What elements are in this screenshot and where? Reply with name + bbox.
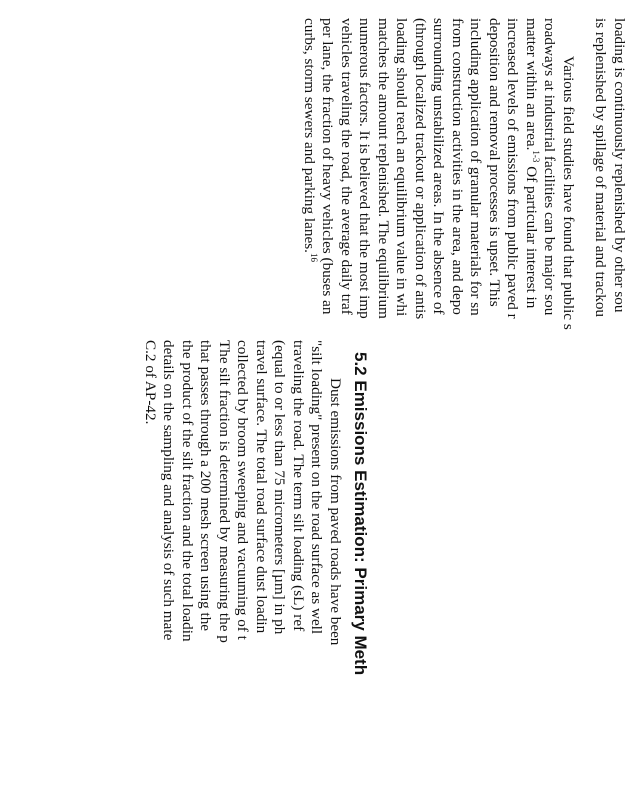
top-text-column — [300, 18, 628, 330]
text-line: (equal to or less than 75 micrometers [µm] in ph — [271, 340, 289, 635]
text-line: Various field studies have found that public s — [560, 56, 577, 330]
text-line: traveling the road. The term silt loading (sL) ref — [290, 340, 307, 632]
text-line: from construction activities in the area, and depo — [449, 18, 466, 315]
text-line: matter within an area.$^{1-3}$ Of particular interest in — [523, 18, 542, 309]
text-line: "silt loading" present on the road surface as well — [308, 340, 326, 635]
text-line: (through localized trackout or application of antis — [412, 18, 429, 320]
section-heading: 5.2 Emissions Estimation: Primary Meth — [351, 352, 370, 676]
text-line: deposition and removal processes is upset. This — [486, 18, 503, 307]
text-line: Dust emissions from paved roads have been — [327, 378, 344, 646]
text-line: vehicles traveling the road, the average daily traf — [338, 18, 355, 315]
text-line: including application of granular materials for sn — [467, 18, 485, 316]
footnote-ref: 16 — [309, 252, 320, 262]
footnote-ref: 1-3 — [531, 150, 542, 163]
text-line: per lane, the fraction of heavy vehicles (buses an — [319, 18, 337, 315]
text-line: increased levels of emissions from public paved r — [504, 18, 522, 319]
text-line: C.2 of AP-42. — [142, 340, 159, 425]
text-line: loading is continuously replenished by other sou — [611, 18, 628, 313]
text-line: numerous factors. It is believed that the most imp — [356, 18, 374, 319]
text-line: roadways at industrial facilities can be major sou — [541, 18, 559, 316]
text-line: collected by broom sweeping and vacuuming of t — [234, 340, 252, 640]
bottom-text-column — [141, 340, 345, 645]
text-line: surrounding unstabilized areas. In the absence of — [430, 18, 448, 315]
text-line: matches the amount replenished. The equilibrium — [375, 18, 392, 319]
text-line: curbs, storm sewers and parking lanes.$^{16}$ — [301, 18, 320, 262]
text-line: travel surface. The total road surface dust loadin — [253, 340, 270, 634]
text-line: the product of the silt fraction and the total loadin — [179, 340, 196, 642]
text-line: that passes through a 200 mesh screen using the — [197, 340, 215, 632]
text-line: details on the sampling and analysis of such mate — [160, 340, 178, 641]
text-line: loading should reach an equilibrium value in whi — [393, 18, 411, 317]
text-line: is replenished by spillage of material and trackou — [592, 18, 610, 318]
text-line: The silt fraction is determined by measuring the p — [216, 340, 233, 643]
